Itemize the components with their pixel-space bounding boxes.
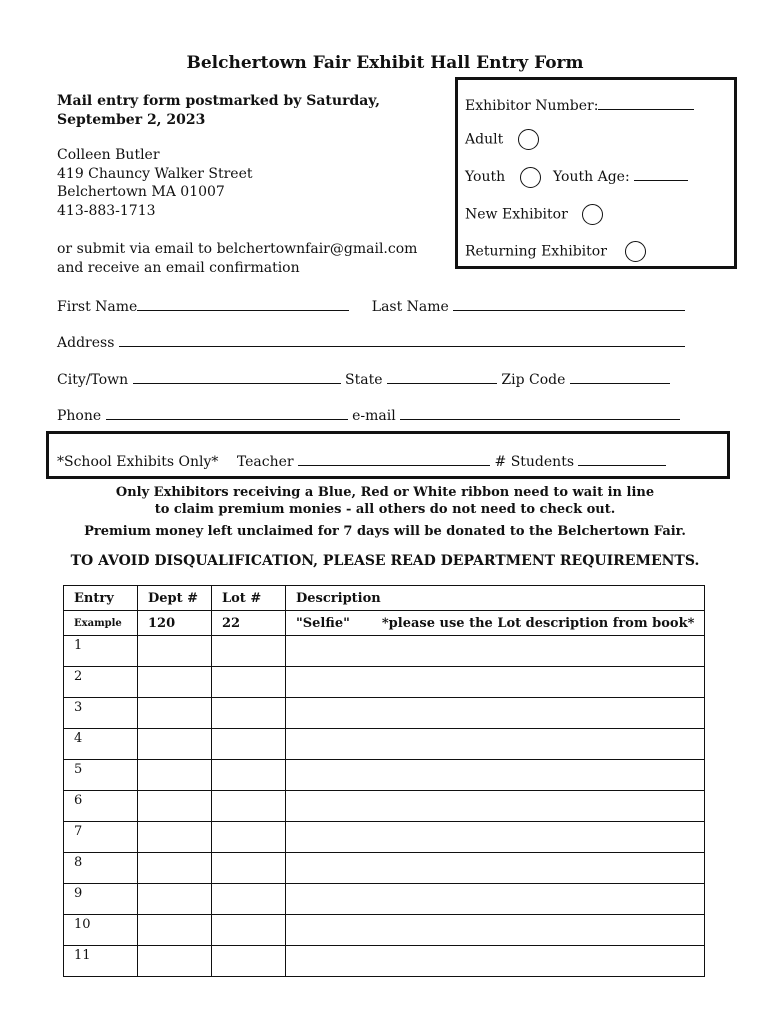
dept-cell[interactable] (138, 822, 212, 853)
dept-cell[interactable] (138, 636, 212, 667)
description-cell[interactable] (286, 822, 705, 853)
mail-deadline (57, 92, 380, 129)
table-row (64, 729, 705, 760)
mail-address-block (57, 146, 253, 220)
entry-number: 7 (64, 822, 138, 853)
example-description (286, 611, 705, 636)
table-header-row (64, 586, 705, 611)
address-row (57, 332, 691, 353)
youth-radio[interactable] (520, 167, 541, 188)
school-row (57, 451, 707, 472)
description-cell[interactable] (286, 853, 705, 884)
entry-number: 5 (64, 760, 138, 791)
ribbon-notice (0, 484, 770, 518)
header-dept: Dept # (138, 586, 212, 611)
header-lot: Lot # (212, 586, 286, 611)
description-cell[interactable] (286, 915, 705, 946)
header-description: Description (286, 586, 705, 611)
students-field[interactable] (578, 451, 666, 466)
table-row (64, 884, 705, 915)
last-name-field[interactable] (453, 296, 685, 311)
table-row (64, 822, 705, 853)
returning-exhibitor-radio[interactable] (625, 241, 646, 262)
lot-cell[interactable] (212, 884, 286, 915)
description-cell[interactable] (286, 946, 705, 977)
entries-table (63, 585, 705, 977)
dept-cell[interactable] (138, 791, 212, 822)
table-row (64, 915, 705, 946)
table-row (64, 791, 705, 822)
example-lot: 22 (212, 611, 286, 636)
contact-name: Colleen Butler (57, 147, 160, 163)
entry-number: 11 (64, 946, 138, 977)
lot-cell[interactable] (212, 698, 286, 729)
lot-cell[interactable] (212, 667, 286, 698)
lot-cell[interactable] (212, 853, 286, 884)
description-cell[interactable] (286, 636, 705, 667)
adult-row (465, 129, 539, 150)
exhibitor-number-label: Exhibitor Number: (465, 98, 599, 114)
ribbon-notice-line1: Only Exhibitors receiving a Blue, Red or White ribbon need to wait in line (115, 485, 655, 500)
teacher-label: Teacher (236, 454, 294, 470)
disqualification-notice: TO AVOID DISQUALIFICATION, PLEASE READ DEPARTMENT REQUIREMENTS. (70, 553, 700, 569)
first-name-label: First Name (57, 299, 138, 315)
table-row (64, 636, 705, 667)
dept-cell[interactable] (138, 667, 212, 698)
example-description-value: "Selfie" (296, 615, 350, 631)
lot-cell[interactable] (212, 760, 286, 791)
description-cell[interactable] (286, 667, 705, 698)
city-town-label: City/Town (57, 372, 129, 388)
phone-label: Phone (57, 408, 102, 424)
entry-number: 8 (64, 853, 138, 884)
example-dept: 120 (138, 611, 212, 636)
contact-city: Belchertown MA 01007 (57, 184, 225, 200)
state-label: State (345, 372, 383, 388)
example-label: Example (64, 611, 138, 636)
email-line2: and receive an email confirmation (57, 259, 300, 276)
lot-cell[interactable] (212, 822, 286, 853)
entry-number: 4 (64, 729, 138, 760)
dept-cell[interactable] (138, 760, 212, 791)
table-row (64, 853, 705, 884)
dept-cell[interactable] (138, 884, 212, 915)
description-cell[interactable] (286, 729, 705, 760)
entry-number: 3 (64, 698, 138, 729)
city-state-zip-row (57, 369, 691, 390)
youth-row (465, 166, 688, 188)
table-row (64, 667, 705, 698)
school-exhibits-label: *School Exhibits Only* (57, 454, 219, 470)
contact-phone: 413-883-1713 (57, 202, 156, 219)
form-title: Belchertown Fair Exhibit Hall Entry Form (186, 53, 584, 73)
example-description-note: *please use the Lot description from book* (381, 615, 695, 631)
deadline-line2: September 2, 2023 (57, 111, 206, 128)
lot-cell[interactable] (212, 915, 286, 946)
zip-code-field[interactable] (570, 369, 670, 384)
exhibitor-number-field[interactable] (598, 95, 694, 110)
students-label: # Students (494, 454, 575, 470)
city-town-field[interactable] (133, 369, 341, 384)
email-field[interactable] (400, 405, 680, 420)
dept-cell[interactable] (138, 698, 212, 729)
youth-label: Youth (465, 169, 506, 185)
new-exhibitor-row (465, 204, 603, 225)
youth-age-field[interactable] (634, 166, 688, 181)
phone-email-row (57, 405, 691, 426)
school-exhibits-box (46, 431, 730, 479)
ribbon-notice-line2: to claim premium monies - all others do not need to check out. (154, 502, 616, 517)
returning-exhibitor-row (465, 241, 646, 262)
lot-cell[interactable] (212, 946, 286, 977)
description-cell[interactable] (286, 760, 705, 791)
teacher-field[interactable] (298, 451, 490, 466)
phone-field[interactable] (106, 405, 348, 420)
last-name-label: Last Name (371, 299, 449, 315)
email-line1: or submit via email to belchertownfair@gmail.com (57, 241, 418, 257)
exhibitor-number-row (465, 95, 694, 116)
first-name-field[interactable] (137, 296, 349, 311)
dept-cell[interactable] (138, 915, 212, 946)
exhibitor-info-box (455, 77, 737, 269)
lot-cell[interactable] (212, 729, 286, 760)
lot-cell[interactable] (212, 636, 286, 667)
entry-number: 10 (64, 915, 138, 946)
entry-number: 6 (64, 791, 138, 822)
entry-number: 9 (64, 884, 138, 915)
adult-radio[interactable] (518, 129, 539, 150)
dept-cell[interactable] (138, 729, 212, 760)
adult-label: Adult (465, 131, 504, 148)
email-submit-info (57, 240, 417, 277)
table-row (64, 946, 705, 977)
address-label: Address (57, 335, 115, 351)
state-field[interactable] (387, 369, 497, 384)
returning-exhibitor-label: Returning Exhibitor (465, 243, 607, 260)
table-row (64, 760, 705, 791)
email-label: e-mail (352, 408, 396, 424)
example-row (64, 611, 705, 636)
name-row (57, 296, 691, 317)
dept-cell[interactable] (138, 946, 212, 977)
deadline-line1: Mail entry form postmarked by Saturday, (57, 93, 380, 109)
new-exhibitor-radio[interactable] (582, 204, 603, 225)
description-cell[interactable] (286, 698, 705, 729)
youth-age-label: Youth Age: (553, 169, 630, 185)
table-row (64, 698, 705, 729)
description-cell[interactable] (286, 884, 705, 915)
new-exhibitor-label: New Exhibitor (465, 206, 568, 223)
dept-cell[interactable] (138, 853, 212, 884)
entry-number: 1 (64, 636, 138, 667)
description-cell[interactable] (286, 791, 705, 822)
entry-number: 2 (64, 667, 138, 698)
lot-cell[interactable] (212, 791, 286, 822)
zip-code-label: Zip Code (501, 372, 566, 388)
address-field[interactable] (119, 332, 685, 347)
unclaimed-notice: Premium money left unclaimed for 7 days will be donated to the Belchertown Fair. (84, 524, 686, 539)
header-entry: Entry (64, 586, 138, 611)
contact-street: 419 Chauncy Walker Street (57, 165, 253, 182)
